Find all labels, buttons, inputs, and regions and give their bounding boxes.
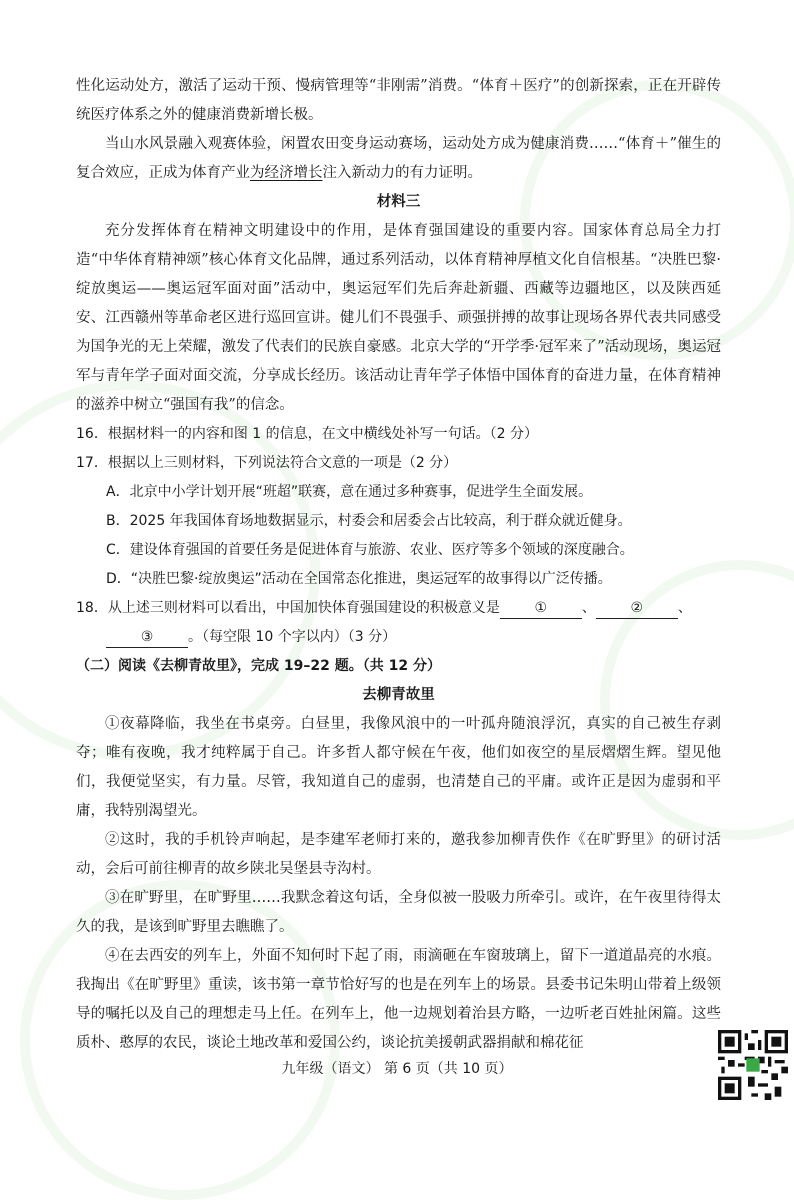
option-b: B．2025 年我国体育场地数据显示，村委会和居委会占比较高，利于群众就近健身。 [106, 513, 632, 529]
question-18 [76, 594, 721, 623]
qr-code-icon [718, 1030, 788, 1100]
question-tail: 。（每空限 10 个字以内）（3 分） [188, 629, 397, 645]
answer-blank-2[interactable]: ② [596, 598, 678, 619]
page-footer: 九年级（语文） 第 6 页（共 10 页） [281, 1061, 513, 1077]
essay-paragraph: ②这时，我的手机铃声响起，是李建军老师打来的，邀我参加柳青佚作《在旷野里》的研讨活动，会后可前往柳青的故乡陕北吴堡县寺沟村。 [76, 832, 721, 877]
option-d: D．“决胜巴黎·绽放奥运”活动在全国常态化推进，奥运冠军的故事得以广泛传播。 [106, 571, 612, 587]
essay-title: 去柳青故里 [362, 687, 435, 703]
paragraph [76, 130, 721, 188]
underlined-text: 为经济增长 [250, 165, 323, 181]
paragraph: 性化运动处方，激活了运动干预、慢病管理等“非刚需”消费。“体育＋医疗”的创新探索，正在开辟传统医疗体系之外的健康消费新增长极。 [76, 78, 721, 123]
text-span: 注入新动力的有力证明。 [322, 165, 482, 181]
essay-paragraph: ③在旷野里，在旷野里……我默念着这句话，全身似被一股吸力所牵引。或许，在午夜里待得太久的我，是该到旷野里去瞧瞧了。 [76, 890, 721, 935]
material-body: 充分发挥体育在精神文明建设中的作用，是体育强国建设的重要内容。国家体育总局全力打造“中华体育精神颂”核心体育文化品牌，通过系列活动，以体育精神厚植文化自信根基。“决胜巴黎·绽放奥运——奥运冠军面对面”活动中，奥运冠军们先后奔赴新疆、西藏等边疆地区，以及陕西延安、江西赣州等革命老区进行巡回宣讲。健儿们不畏强手、顽强拼搏的故事让现场各界代表共同感受为国争光的无上荣耀，激发了代表们的民族自豪感。北京大学的“开学季·冠军来了”活动现场，奥运冠军与青年学子面对面交流，分享成长经历。该活动让青年学子体悟中国体育的奋进力量，在体育精神的滋养中树立“强国有我”的信念。 [76, 223, 721, 413]
essay-paragraph: ④在去西安的列车上，外面不知何时下起了雨，雨滴砸在车窗玻璃上，留下一道道晶亮的水痕。我掏出《在旷野里》重读，该书第一章节恰好写的也是在列车上的场景。县委书记朱明山带着上级领导的嘱托以及自己的理想走马上任。在列车上，他一边规划着治县方略，一边听老百姓扯闲篇。这些质朴、憨厚的农民，谈论土地改革和爱国公约，谈论抗美援朝武器捐献和棉花征 [76, 948, 721, 1051]
section-heading: （二）阅读《去柳青故里》，完成 19–22 题。（共 12 分） [76, 658, 441, 674]
separator: 、 [677, 600, 692, 616]
exam-content [76, 72, 721, 1058]
question-stem: 18．从上述三则材料可以看出，中国加快体育强国建设的积极意义是 [76, 600, 500, 616]
essay-paragraph: ①夜幕降临，我坐在书桌旁。白昼里，我像风浪中的一叶孤舟随浪浮沉，真实的自己被生存剥夺；唯有夜晚，我才纯粹属于自己。许多哲人都守候在午夜，他们如夜空的星辰熠熠生辉。望见他们，我便觉坚实，有力量。尽管，我知道自己的虚弱，也清楚自己的平庸。或许正是因为虚弱和平庸，我特别渴望光。 [76, 716, 721, 819]
text-span: 当山水风景融入观赛体验，闲置农田变身运动赛场，运动处方成为健康消费……“体育＋”催生的复合效应，正成为体育产业 [76, 136, 721, 181]
option-c: C．建设体育强国的首要任务是促进体育与旅游、农业、医疗等多个领域的深度融合。 [106, 542, 634, 558]
answer-blank-1[interactable]: ① [500, 598, 582, 619]
material-heading: 材料三 [376, 194, 421, 210]
answer-blank-3[interactable]: ③ [106, 627, 188, 648]
question-18-cont [76, 623, 721, 652]
separator: 、 [581, 600, 596, 616]
option-a: A．北京中小学计划开展“班超”联赛，意在通过多种赛事，促进学生全面发展。 [106, 484, 593, 500]
question-17: 17．根据以上三则材料，下列说法符合文意的一项是（2 分） [76, 455, 458, 471]
question-16: 16．根据材料一的内容和图 1 的信息，在文中横线处补写一句话。（2 分） [76, 426, 538, 442]
